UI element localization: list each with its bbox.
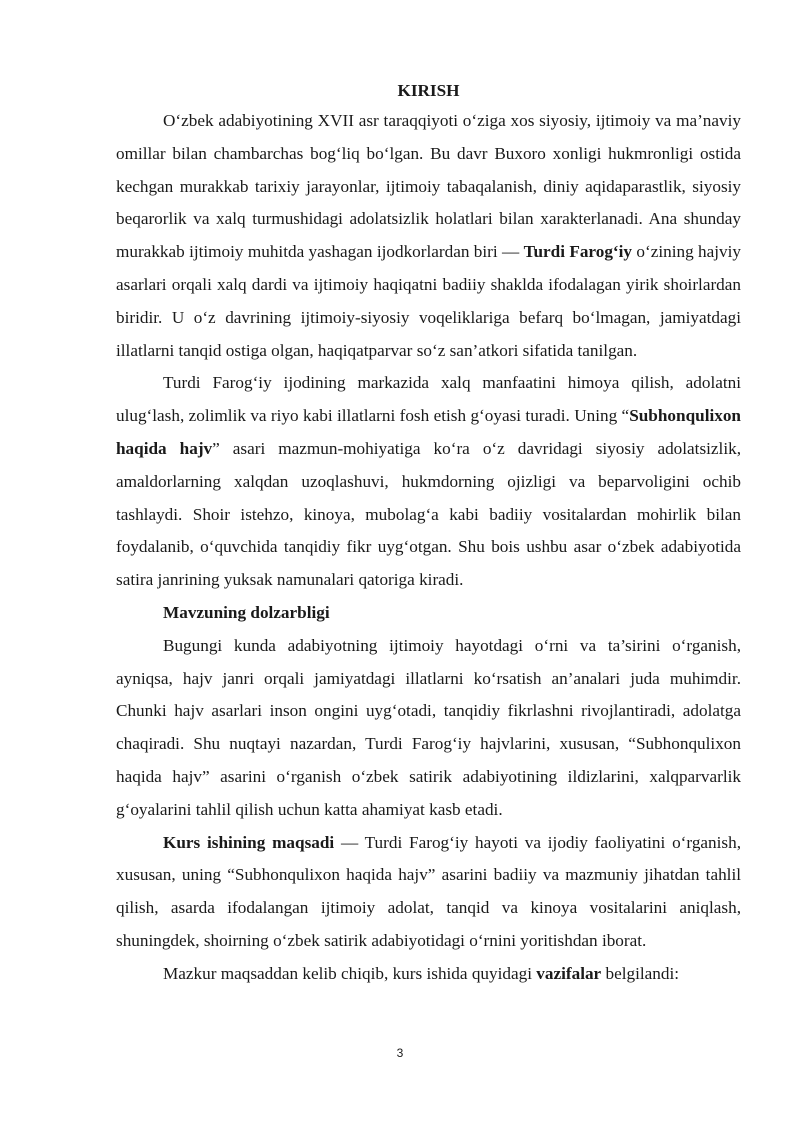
paragraph-text: Mazkur maqsaddan kelib chiqib, kurs ishida quyidagi xyxy=(163,963,537,983)
paragraph-text: belgilandi: xyxy=(601,963,680,983)
paragraph-text: o‘zining hajviy asarlari orqali xalq dardi va ijtimoiy haqiqatni badiiy shaklda ifodalagan yirik shoirlardan biridir. U o‘z davrining ijtimoiy-siyosiy voqeliklariga befarq bo‘lmagan, jamiyatdagi illatlarni tanqid ostiga olgan, haqiqatparvar so‘z san’atkori sifatida tanilgan. xyxy=(116,242,741,360)
relevance-paragraph: Bugungi kunda adabiyotning ijtimoiy hayotdagi o‘rni va ta’sirini o‘rganish, ayniqsa, hajv janri orqali jamiyatdagi illatlarni ko‘rsatish an’analari juda muhimdir. Chunki hajv asarlari inson ongini uyg‘otadi, tanqidiy fikrlashni rivojlantiradi, adolatga chaqiradi. Shu nuqtayi nazardan, Turdi Farog‘iy hajvlarini, xususan, “Subhonqulixon haqida hajv” asarini o‘rganish o‘zbek satirik adabiyotining ildizlarini, xalqparvarlik g‘oyalarini tahlil qilish uchun katta ahamiyat kasb etadi. xyxy=(116,635,741,819)
goal-label-bold: Kurs ishining maqsadi xyxy=(163,832,335,852)
document-body xyxy=(116,76,741,991)
tasks-paragraph xyxy=(116,958,741,991)
tasks-label-bold: vazifalar xyxy=(536,963,602,983)
goal-paragraph xyxy=(116,827,741,958)
intro-paragraph-1 xyxy=(116,105,741,367)
section-subheading: Mavzuning dolzarbligi xyxy=(163,602,330,622)
paragraph-text: Turdi Farog‘iy ijodining markazida xalq manfaatini himoya qilish, adolatni ulug‘lash, zolimlik va riyo kabi illatlarni fosh etish g‘oyasi turadi. Uning “ xyxy=(116,373,741,426)
author-name-bold: Turdi Farog‘iy xyxy=(523,242,633,262)
paragraph-text: — Turdi Farog‘iy hayoti va ijodiy faoliyatini o‘rganish, xususan, uning “Subhonqulixon haqida hajv” asarini badiiy va mazmuniy jihatdan tahlil qilish, asarda ifodalangan ijtimoiy adolat, tanqid va kinoya vositalarini aniqlash, shuningdek, shoirning o‘zbek satirik adabiyotidagi o‘rnini yoritishdan iborat. xyxy=(116,832,741,950)
work-title-bold: Subhonqulixon haqida hajv xyxy=(116,406,741,458)
document-title: KIRISH xyxy=(397,81,460,100)
page-number: 3 xyxy=(396,1046,404,1060)
intro-paragraph-2 xyxy=(116,367,741,597)
paragraph-text: ” asari mazmun-mohiyatiga ko‘ra o‘z davridagi siyosiy adolatsizlik, amaldorlarning xalqdan uzoqlashuvi, hukmdorning ojizligi va beparvoligini ochib tashlaydi. Shoir istehzo, kinoya, mubolag‘a kabi badiiy vositalardan mohirlik bilan foydalanib, o‘quvchida tanqidiy fikr uyg‘otgan. Shu bois ushbu asar o‘zbek adabiyotida satira janrining yuksak namunalari qatoriga kiradi. xyxy=(116,438,741,590)
paragraph-text: O‘zbek adabiyotining XVII asr taraqqiyoti o‘ziga xos siyosiy, ijtimoiy va ma’naviy omillar bilan chambarchas bog‘liq bo‘lgan. Bu davr Buxoro xonligi hukmronligi ostida kechgan murakkab tarixiy jarayonlar, ijtimoiy tabaqalanish, diniy aqidaparastlik, siyosiy beqarorlik va xalq turmushidagi adolatsizlik holatlari bilan xarakterlanadi. Ana shunday murakkab ijtimoiy muhitda yashagan ijodkorlardan biri — xyxy=(116,111,741,262)
